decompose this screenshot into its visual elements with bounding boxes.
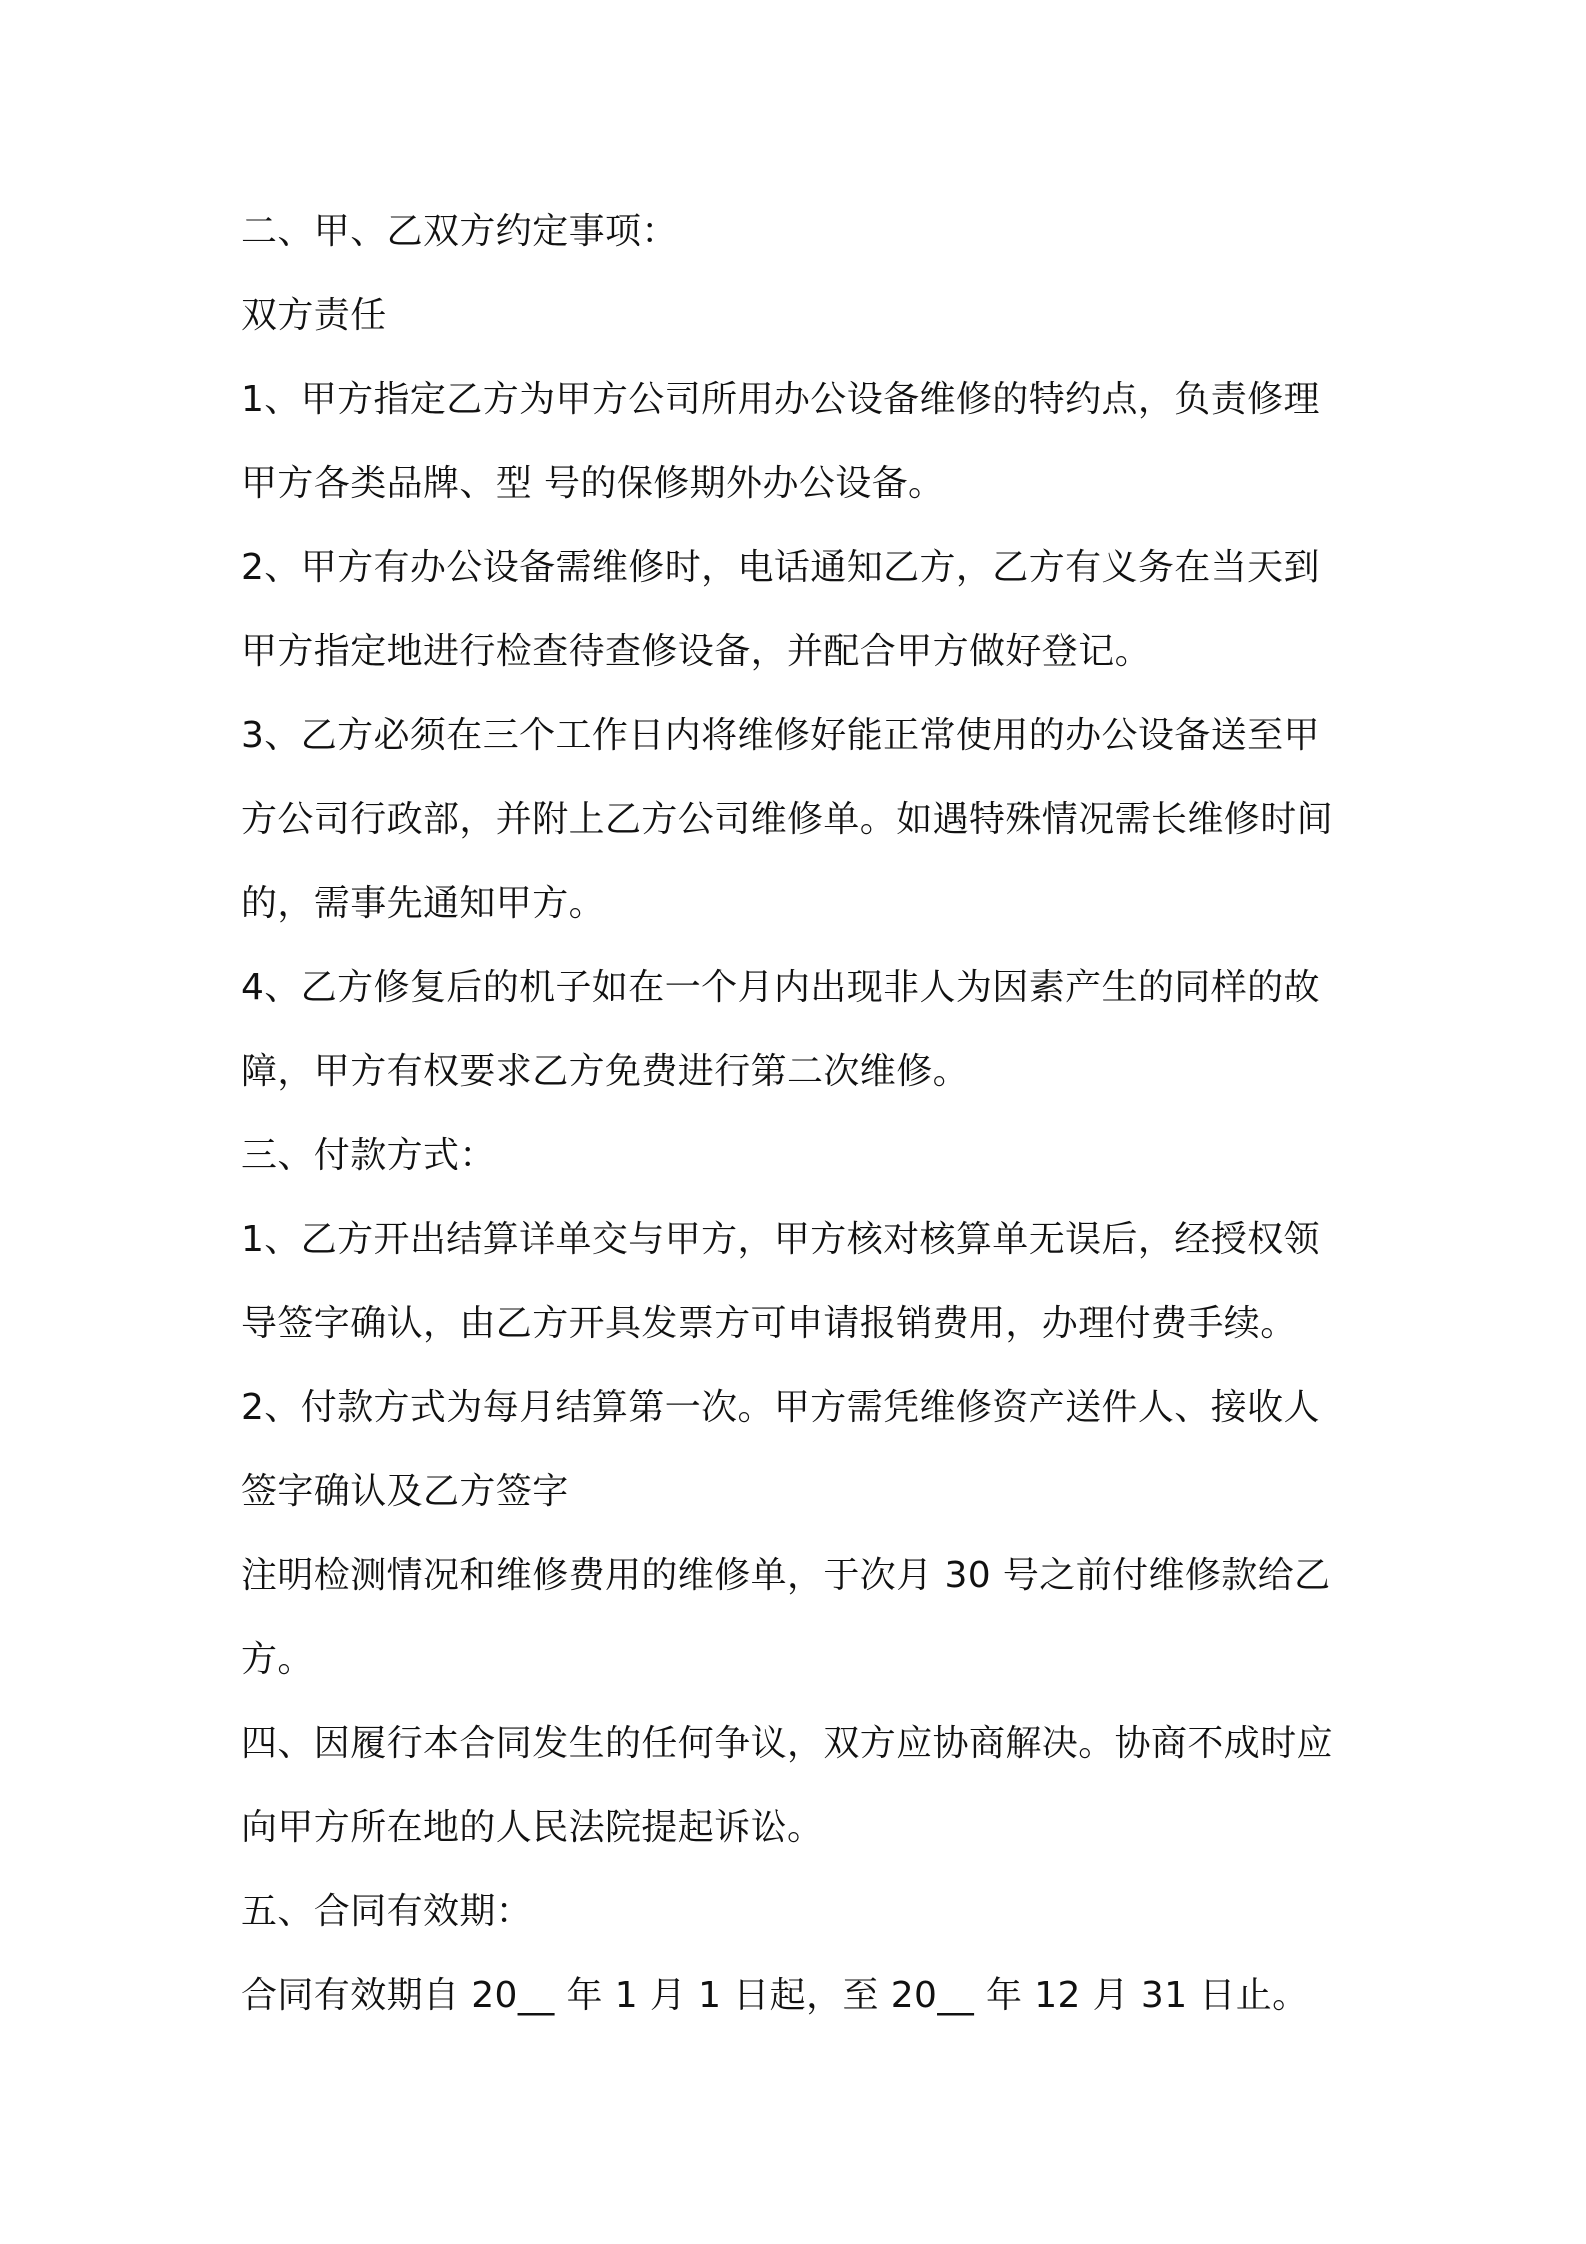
section-heading-agreement: 二、甲、乙双方约定事项： <box>241 211 678 252</box>
section-heading-validity: 五、合同有效期： <box>241 1891 533 1932</box>
clause-1-line-1: 1、甲方指定乙方为甲方公司所用办公设备维修的特约点，负责修理 <box>241 379 1320 420</box>
section-dispute-line-1: 四、因履行本合同发生的任何争议，双方应协商解决。协商不成时应 <box>241 1723 1334 1764</box>
payment-clause-1-line-1: 1、乙方开出结算详单交与甲方，甲方核对核算单无误后，经授权领 <box>241 1219 1320 1260</box>
clause-3-line-1: 3、乙方必须在三个工作日内将维修好能正常使用的办公设备送至甲 <box>241 715 1320 756</box>
section-dispute-line-2: 向甲方所在地的人民法院提起诉讼。 <box>241 1807 824 1848</box>
payment-clause-2-line-3: 注明检测情况和维修费用的维修单，于次月 30 号之前付维修款给乙 <box>241 1555 1331 1596</box>
clause-3-line-3: 的，需事先通知甲方。 <box>241 883 606 924</box>
subheading-mutual-responsibility: 双方责任 <box>241 295 387 336</box>
payment-clause-2-line-2: 签字确认及乙方签字 <box>241 1471 569 1512</box>
clause-4-line-2: 障，甲方有权要求乙方免费进行第二次维修。 <box>241 1051 970 1092</box>
payment-clause-2-line-4: 方。 <box>241 1639 314 1680</box>
section-heading-payment: 三、付款方式： <box>241 1135 496 1176</box>
clause-1-line-2: 甲方各类品牌、型 号的保修期外办公设备。 <box>241 463 945 504</box>
clause-2-line-2: 甲方指定地进行检查待查修设备，并配合甲方做好登记。 <box>241 631 1152 672</box>
validity-period-text: 合同有效期自 20__ 年 1 月 1 日起，至 20__ 年 12 月 31 日止。 <box>241 1975 1309 2016</box>
clause-4-line-1: 4、乙方修复后的机子如在一个月内出现非人为因素产生的同样的故 <box>241 967 1320 1008</box>
clause-2-line-1: 2、甲方有办公设备需维修时，电话通知乙方，乙方有义务在当天到 <box>241 547 1320 588</box>
payment-clause-2-line-1: 2、付款方式为每月结算第一次。甲方需凭维修资产送件人、接收人 <box>241 1387 1320 1428</box>
contract-body <box>241 190 1361 2038</box>
payment-clause-1-line-2: 导签字确认，由乙方开具发票方可申请报销费用，办理付费手续。 <box>241 1303 1297 1344</box>
clause-3-line-2: 方公司行政部，并附上乙方公司维修单。如遇特殊情况需长维修时间 <box>241 799 1334 840</box>
